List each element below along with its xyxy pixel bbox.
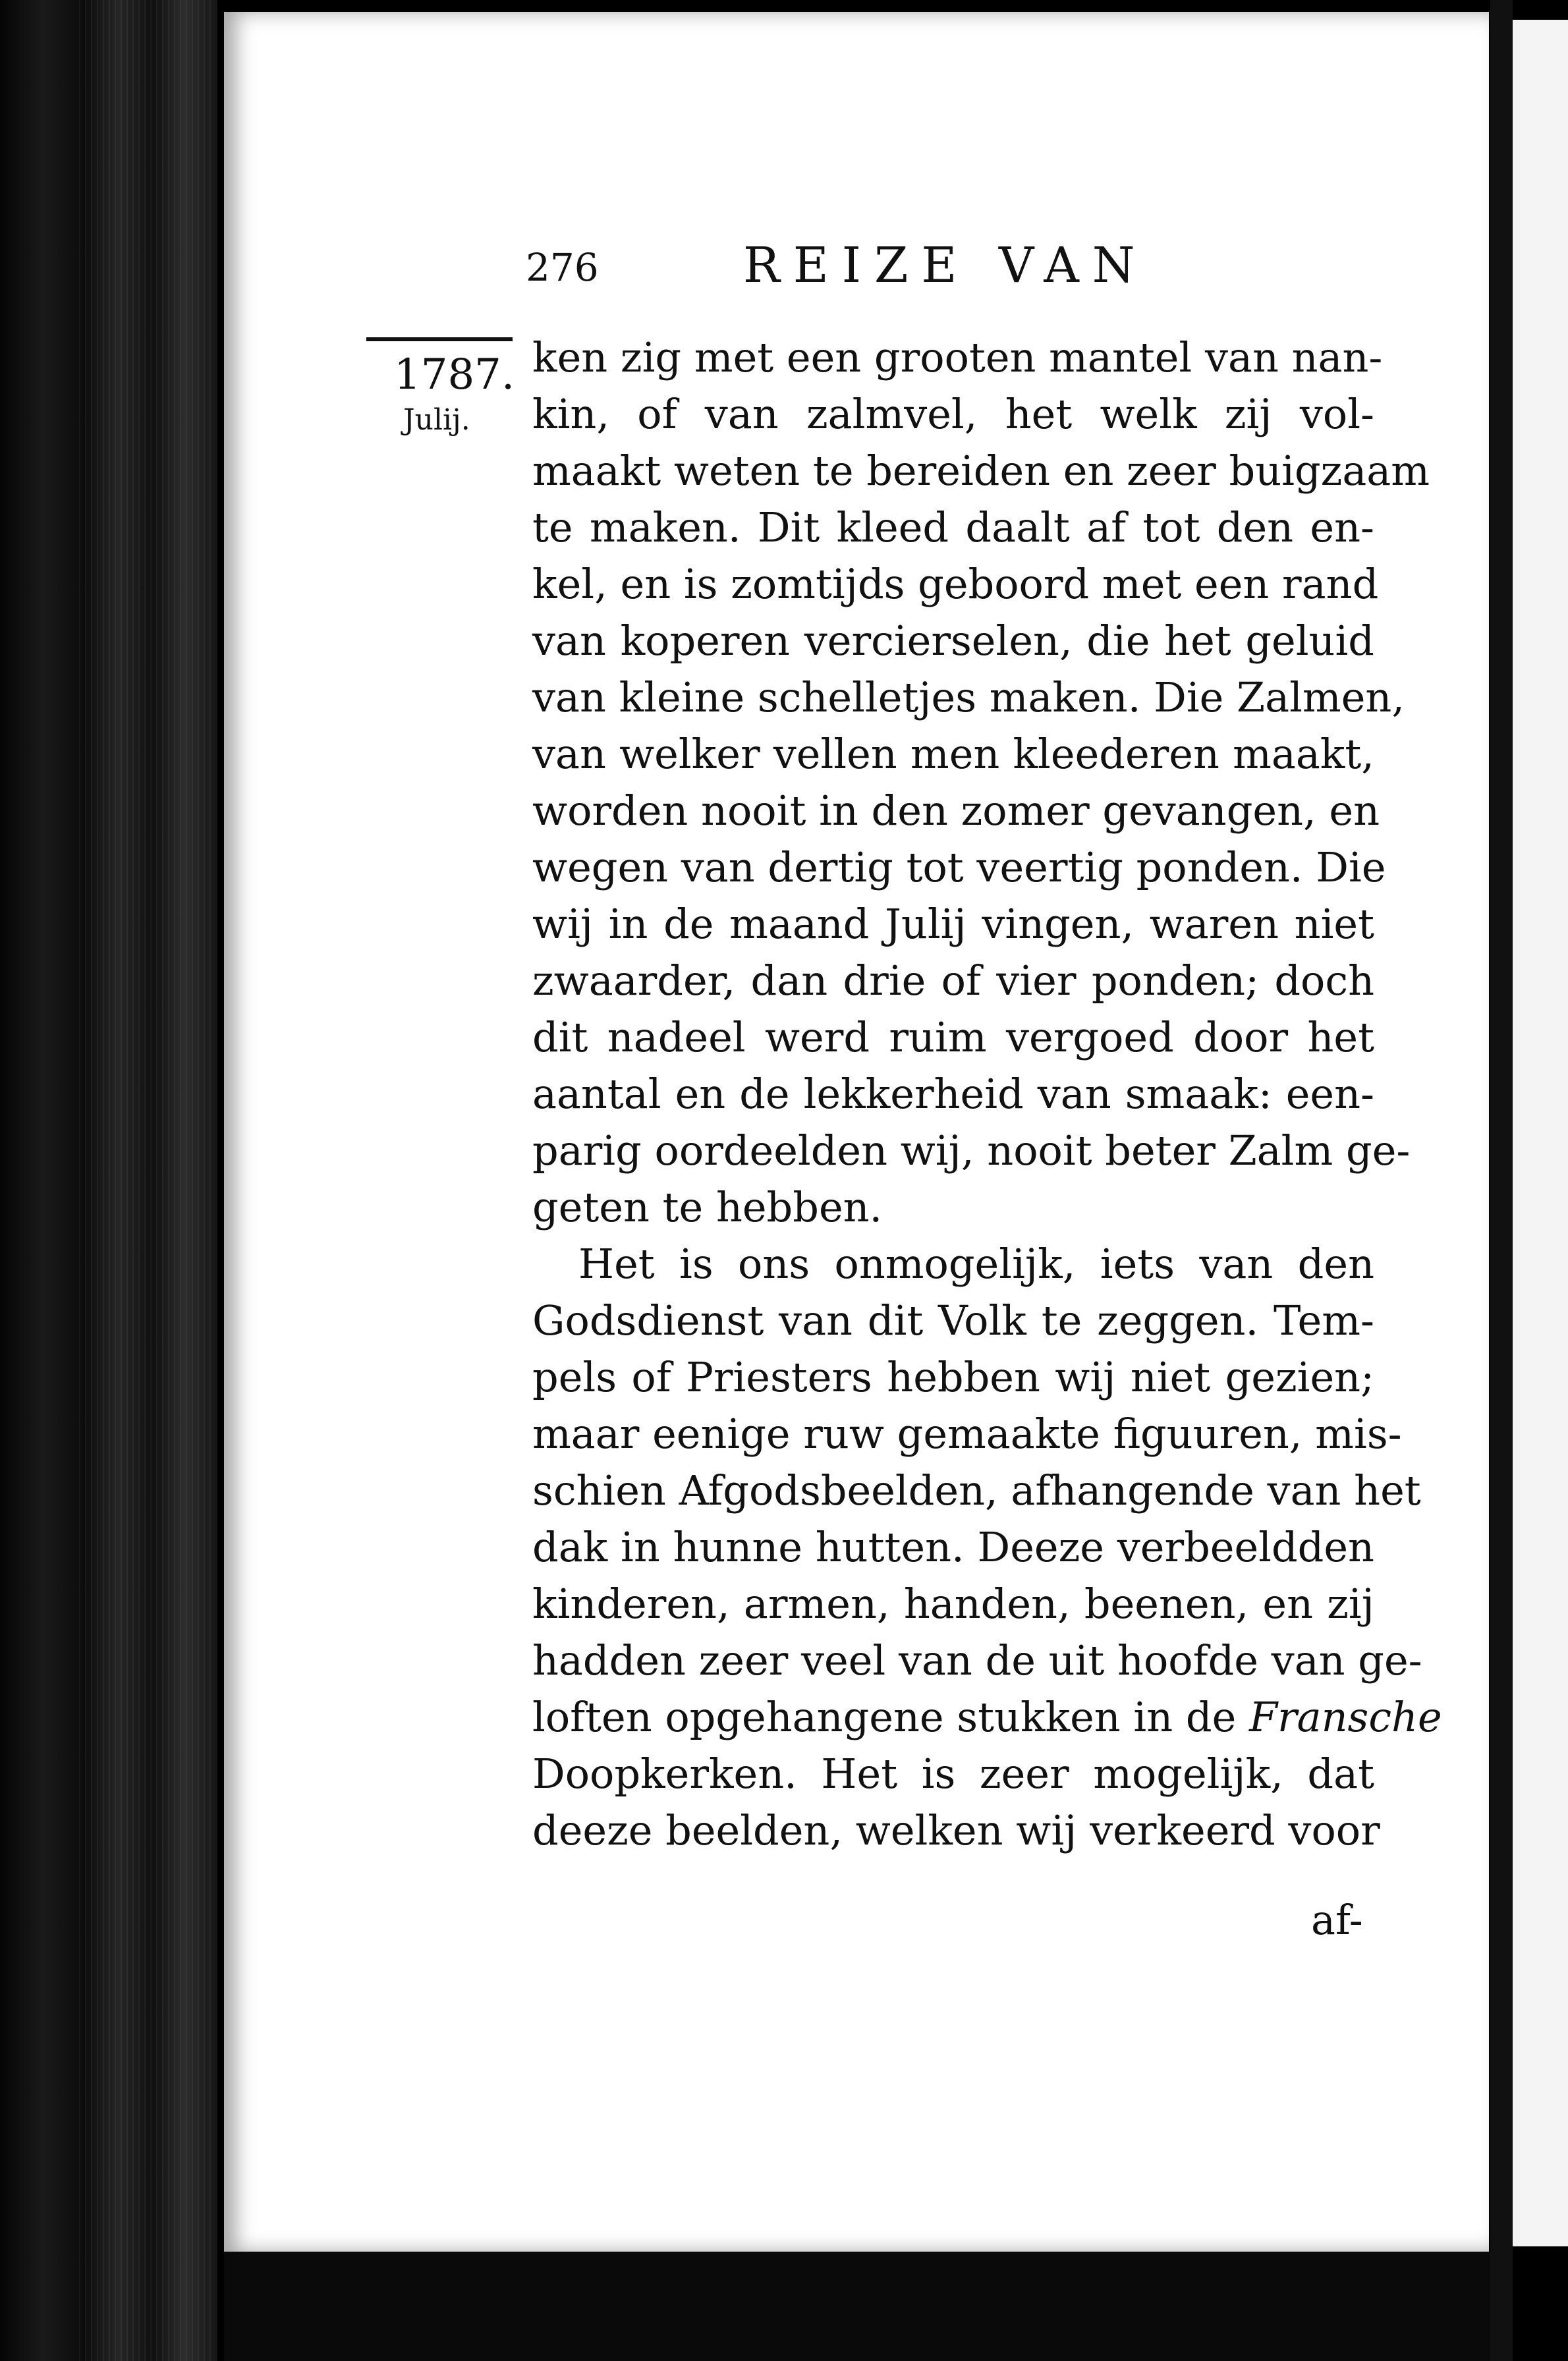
running-title: REIZE VAN: [743, 237, 1148, 294]
text-line: van welker vellen men kleederen maakt,: [532, 730, 1374, 778]
text-line: kin, of van zalmvel, het welk zij vol-: [532, 390, 1374, 438]
text-line: hadden zeer veel van de uit hoofde van ge-: [532, 1636, 1422, 1684]
text-line: wij in de maand Julij vingen, waren niet: [532, 900, 1374, 948]
text-line: van kleine schelletjes maken. Die Zalmen,: [532, 673, 1405, 721]
text-line: maar eenige ruw gemaakte figuuren, mis-: [532, 1410, 1402, 1458]
text-line: kel, en is zomtijds geboord met een rand: [532, 560, 1379, 608]
italic-word: Fransche: [1248, 1693, 1442, 1741]
text-line: Doopkerken. Het is zeer mogelijk, dat: [532, 1750, 1374, 1798]
text-line: Godsdienst van dit Volk te zeggen. Tem-: [532, 1296, 1374, 1345]
running-header: [526, 231, 1191, 296]
text-line-start: loften opgehangene stukken in de: [532, 1693, 1249, 1741]
text-line: zwaarder, dan drie of vier ponden; doch: [532, 957, 1374, 1005]
text-line: van koperen vercierselen, die het geluid: [532, 617, 1374, 665]
text-line: geten te hebben.: [532, 1183, 883, 1231]
text-line: [532, 1689, 1442, 1746]
text-line: maakt weten te bereiden en zeer buigzaam: [532, 447, 1430, 495]
page-number: 276: [526, 245, 599, 290]
text-line: deeze beelden, welken wij verkeerd voor: [532, 1806, 1380, 1854]
bottom-margin-shadow: [224, 2252, 1490, 2361]
page-edge: [1490, 0, 1513, 2361]
text-line: ken zig met een grooten mantel van nan-: [532, 333, 1383, 381]
text-line: dak in hunne hutten. Deeze verbeeldden: [532, 1523, 1374, 1571]
text-line: worden nooit in den zomer gevangen, en: [532, 787, 1380, 835]
margin-note-month: Julij.: [403, 403, 470, 437]
text-line: parig oordeelden wij, nooit beter Zalm ge-: [532, 1126, 1411, 1175]
text-line: kinderen, armen, handen, beenen, en zij: [532, 1580, 1374, 1628]
text-line: Het is ons onmogelijk, iets van den: [578, 1240, 1374, 1288]
margin-note-year: 1787.: [394, 350, 515, 399]
next-page-sliver: [1513, 20, 1568, 2246]
text-line: dit nadeel werd ruim vergoed door het: [532, 1013, 1374, 1061]
spine-texture: [79, 0, 211, 2361]
text-line: te maken. Dit kleed daalt af tot den en-: [532, 503, 1374, 551]
margin-rule: [366, 337, 513, 341]
text-line: schien Afgodsbeelden, afhangende van het: [532, 1466, 1421, 1514]
text-line: wegen van dertig tot veertig ponden. Die: [532, 843, 1386, 891]
text-line: aantal en de lekkerheid van smaak: een-: [532, 1070, 1374, 1118]
text-line: pels of Priesters hebben wij niet gezien;: [532, 1353, 1374, 1401]
body-text: [532, 329, 1442, 1859]
catchword: af-: [1311, 1896, 1363, 1944]
